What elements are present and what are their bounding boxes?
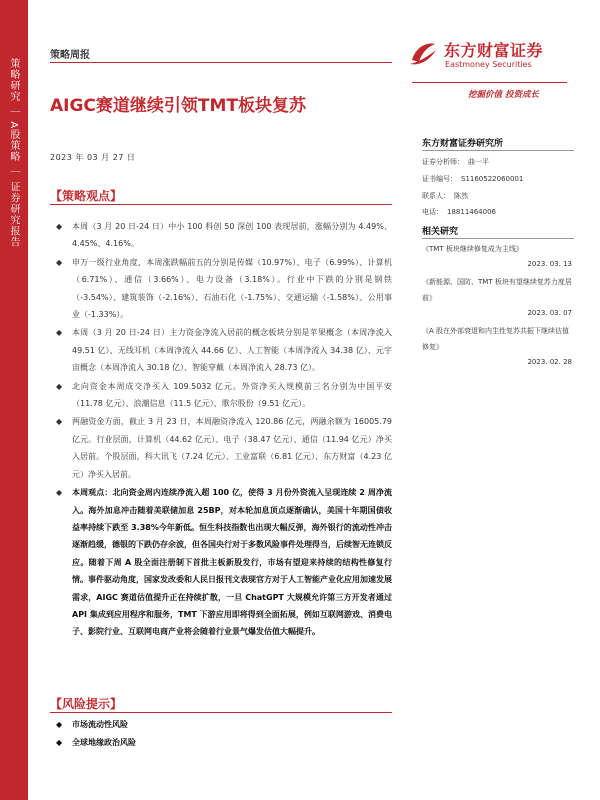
sidebar-category-text: 策略研究 ｜ A股策略 ｜ 证券研究报告 bbox=[8, 58, 19, 248]
info-row bbox=[422, 188, 574, 205]
diamond-icon: ◆ bbox=[56, 738, 63, 747]
related-item[interactable] bbox=[422, 274, 572, 320]
info-row bbox=[422, 171, 574, 188]
brand-logo bbox=[408, 36, 568, 76]
section-label: 【风险提示】 bbox=[50, 697, 123, 711]
divider bbox=[50, 204, 392, 205]
info-key: 联系人： bbox=[422, 191, 450, 200]
list-item bbox=[56, 254, 392, 324]
info-value: 曲一平 bbox=[468, 158, 489, 166]
analyst-info bbox=[422, 154, 574, 221]
section-strategy-views bbox=[50, 185, 392, 207]
list-item bbox=[56, 378, 392, 413]
related-heading: 相关研究 bbox=[422, 227, 459, 237]
report-date: 2023 年 03 月 27 日 bbox=[50, 153, 136, 162]
related-date: 2023. 03. 13 bbox=[527, 260, 572, 268]
eastmoney-logo-icon bbox=[408, 38, 438, 68]
bullet-text: 北向资金本周成交净买入 109.5032 亿元。外资净买入规模前三名分别为中国平安（11.78 亿元）、浪潮信息（11.5 亿元）、歌尔股份（9.51 亿元）。 bbox=[72, 381, 392, 409]
section-risk bbox=[50, 693, 392, 715]
sidebar bbox=[0, 0, 28, 800]
info-key: 证券分析师： bbox=[422, 158, 464, 166]
info-row bbox=[422, 204, 574, 221]
divider bbox=[422, 150, 574, 151]
related-title[interactable]: 《A 股在外部衰退和内生性复苏共振下继续估值修复》 bbox=[422, 327, 570, 351]
related-title[interactable]: 《新能源、国防、TMT 板块有望继续复苏力度居前》 bbox=[422, 278, 572, 302]
page-title: AIGC赛道继续引领TMT板块复苏 bbox=[50, 96, 307, 116]
related-date: 2023. 03. 07 bbox=[527, 309, 572, 317]
divider bbox=[50, 712, 392, 713]
info-value: 18811464006 bbox=[447, 208, 496, 217]
report-type: 策略周报 bbox=[50, 50, 90, 61]
info-value: S1160522060001 bbox=[461, 174, 524, 183]
bullet-text: 申万一级行业角度，本周涨跌幅前五的分别是传媒（10.97%）、电子（6.99%）、计算机（6.71%）、通信（3.66%）、电力设备（3.18%）。行业中下跌的分别是钢铁（-3.54%）、建筑装饰（-2.16%）、石油石化（-1.75%）、交通运输（-1.58%）、公用事业（-1.33%）。 bbox=[72, 257, 392, 320]
list-item bbox=[56, 716, 392, 734]
strategy-bullets bbox=[56, 218, 392, 642]
list-item bbox=[56, 218, 392, 253]
diamond-icon: ◆ bbox=[56, 417, 63, 427]
related-date: 2023. 02. 28 bbox=[527, 358, 572, 366]
divider bbox=[412, 82, 567, 83]
divider bbox=[50, 62, 392, 63]
diamond-icon: ◆ bbox=[56, 222, 63, 231]
bullet-text: 本周（3 月 20 日-24 日）主力资金净流入居前的概念板块分别是苹果概念（本周净流入 49.51 亿）、无线耳机（本周净流入 44.66 亿）、人工智能（本周净流入 34.38 亿）、元宇宙概念（本周净流入 30.18 亿）、智能穿戴（本周净流入 28.73 亿）。 bbox=[72, 328, 392, 373]
divider bbox=[422, 238, 574, 239]
info-key: 电话： bbox=[422, 208, 443, 217]
diamond-icon: ◆ bbox=[56, 488, 63, 498]
list-item bbox=[56, 324, 392, 376]
brand-name-en: Eastmoney Securities bbox=[445, 60, 532, 69]
section-label: 【策略观点】 bbox=[50, 189, 123, 203]
bullet-text: 本周观点：北向资金周内连续净流入超 100 亿，使得 3 月份外资流入呈现连续 2 周净流入。海外加息冲击随着美联储加息 25BP，对本轮加息顶点逐渐确认，美国十年期国债收益率持续下跌至 3.38%今年新低。恒生科技指数也出现大幅反弹，海外银行的流动性冲击逐渐趋缓，德银的下跌仍存余波，但各国央行对于多数风险事件处理得当，后续智无连锁反应。随着下周 A 股全面注册制下首批主板新股发行，市场有望迎来持续的结构性修复行情。事件驱动角度，国家发改委和人民日报刊文表现官方对于人工智能产业化应用加速发展需求，AIGC 赛道估值提升正在持续扩散，一旦 ChatGPT 大规模允许第三方开发者通过 API 集成到应用程序和服务，TMT 下游应用即将得到全面拓展，例如互联网游戏、消费电子、影院行业、互联网电商产业将会随着行业景气爆发估值大幅提升。 bbox=[72, 488, 392, 637]
related-item[interactable] bbox=[422, 323, 572, 369]
diamond-icon: ◆ bbox=[56, 381, 63, 391]
bullet-text: 两融资金方面，截止 3 月 23 日，本周融资净流入 120.86 亿元，两融余额为 16005.79 亿元。行业层面，计算机（44.62 亿元）、电子（38.47 亿元）、通信（11.94 亿元）净买入居前。个股层面，科大讯飞（7.24 亿元）、工业富联（6.81 亿元）、东方财富（4.23 亿元）净买入居前。 bbox=[72, 417, 392, 479]
info-key: 证书编号： bbox=[422, 174, 457, 183]
list-item bbox=[56, 734, 392, 752]
risk-text: 全球地缘政治风险 bbox=[72, 738, 136, 747]
diamond-icon: ◆ bbox=[56, 720, 63, 729]
info-value: 陈然 bbox=[454, 191, 468, 200]
related-item[interactable] bbox=[422, 241, 572, 271]
institute-heading: 东方财富证券研究所 bbox=[422, 139, 504, 149]
related-title[interactable]: 《TMT 板块继续修复成为主线》 bbox=[422, 245, 523, 253]
risk-list bbox=[56, 716, 392, 752]
brand-slogan: 挖掘价值 投资成长 bbox=[468, 90, 539, 100]
diamond-icon: ◆ bbox=[56, 328, 63, 338]
list-item bbox=[56, 484, 392, 641]
brand-name-cn: 东方财富证券 bbox=[444, 41, 544, 60]
risk-text: 市场流动性风险 bbox=[72, 720, 128, 729]
list-item bbox=[56, 413, 392, 483]
related-research-list bbox=[422, 241, 572, 372]
diamond-icon: ◆ bbox=[56, 257, 63, 267]
info-row bbox=[422, 154, 574, 171]
bullet-text: 本周（3 月 20 日-24 日）中小 100 科创 50 深创 100 表现居前，涨幅分别为 4.49%、4.45%、4.16%。 bbox=[72, 222, 392, 249]
